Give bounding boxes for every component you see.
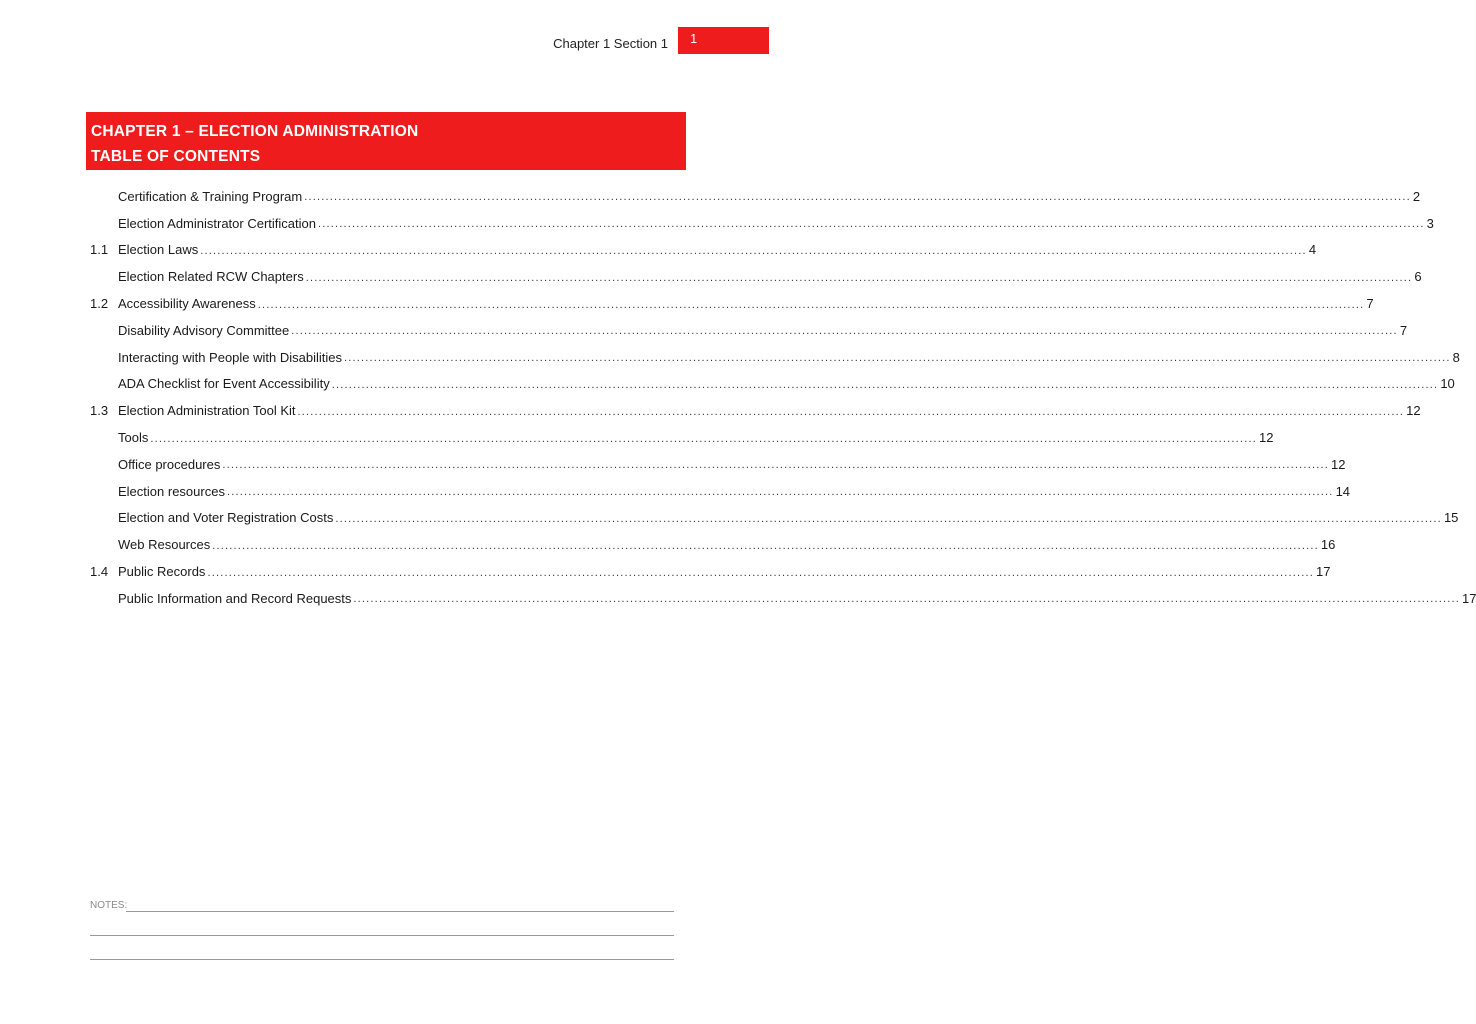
toc-entry-title: Election Administration Tool Kit xyxy=(118,403,296,419)
toc-dot-leader: .................................................................................................................................................................................................................................................................... xyxy=(335,512,1442,525)
toc-entry[interactable] xyxy=(90,183,1421,210)
toc-page-number: 15 xyxy=(1443,510,1459,526)
toc-page-number: 7 xyxy=(1366,296,1374,312)
toc-dot-leader: .................................................................................................................................................................................................................................................................... xyxy=(317,218,1425,231)
toc-entry-title: Disability Advisory Committee xyxy=(118,322,290,338)
toc-dot-leader: .................................................................................................................................................................................................................................................................... xyxy=(150,432,1257,445)
table-of-contents xyxy=(90,183,1476,612)
toc-page-number: 8 xyxy=(1452,349,1460,365)
toc-entry[interactable] xyxy=(90,371,1455,398)
toc-dot-leader: .................................................................................................................................................................................................................................................................... xyxy=(353,593,1461,606)
toc-entry-title: Election resources xyxy=(118,483,225,499)
notes-line xyxy=(90,959,674,960)
toc-entry-title: Interacting with People with Disabilities xyxy=(118,349,342,365)
toc-entry[interactable] xyxy=(90,531,1336,558)
toc-entry-title: Election Administrator Certification xyxy=(118,215,316,231)
toc-page-number: 17 xyxy=(1316,564,1331,580)
toc-entry[interactable] xyxy=(90,344,1460,371)
toc-dot-leader: .................................................................................................................................................................................................................................................................... xyxy=(226,486,1334,499)
toc-entry-title: Public Records xyxy=(118,564,206,580)
toc-entry-title: Public Information and Record Requests xyxy=(118,590,352,606)
toc-entry[interactable] xyxy=(90,237,1317,264)
toc-page-number: 14 xyxy=(1335,483,1351,499)
toc-dot-leader: .................................................................................................................................................................................................................................................................... xyxy=(207,566,1315,579)
toc-entry-title: Accessibility Awareness xyxy=(118,296,256,312)
toc-dot-leader: .................................................................................................................................................................................................................................................................... xyxy=(304,191,1411,204)
toc-entry[interactable] xyxy=(90,424,1274,451)
notes-label: NOTES: xyxy=(90,900,128,911)
toc-entry-title: Election Laws xyxy=(118,242,199,258)
toc-entry[interactable] xyxy=(90,397,1421,424)
page-number-badge xyxy=(678,27,769,54)
toc-dot-leader: .................................................................................................................................................................................................................................................................... xyxy=(200,244,1307,257)
toc-entry-title: Certification & Training Program xyxy=(118,188,303,204)
toc-entry[interactable] xyxy=(90,290,1374,317)
toc-entry-title: Web Resources xyxy=(118,537,211,553)
toc-page-number: 2 xyxy=(1412,188,1421,204)
toc-entry-title: Tools xyxy=(118,430,149,446)
toc-page-number: 17 xyxy=(1462,590,1476,606)
toc-page-number: 12 xyxy=(1406,403,1421,419)
toc-dot-leader: .................................................................................................................................................................................................................................................................... xyxy=(297,405,1405,418)
toc-section-number: 1.1 xyxy=(90,242,109,258)
running-header: Chapter 1 Section 1 xyxy=(553,36,668,51)
notes-line xyxy=(126,911,674,912)
toc-page-number: 4 xyxy=(1308,242,1317,258)
chapter-title-block xyxy=(86,112,686,170)
toc-page-number: 10 xyxy=(1440,376,1455,392)
notes-line xyxy=(90,935,674,936)
toc-dot-leader: .................................................................................................................................................................................................................................................................... xyxy=(257,298,1365,311)
toc-entry[interactable] xyxy=(90,317,1408,344)
toc-section-number: 1.3 xyxy=(90,403,109,419)
toc-entry-title: ADA Checklist for Event Accessibility xyxy=(118,376,330,392)
toc-entry[interactable] xyxy=(90,451,1346,478)
chapter-title: CHAPTER 1 – ELECTION ADMINISTRATION xyxy=(91,123,419,140)
toc-entry[interactable] xyxy=(90,558,1331,585)
toc-entry-title: Office procedures xyxy=(118,456,221,472)
toc-heading: TABLE OF CONTENTS xyxy=(91,148,261,165)
toc-dot-leader: .................................................................................................................................................................................................................................................................... xyxy=(222,459,1329,472)
toc-dot-leader: .................................................................................................................................................................................................................................................................... xyxy=(344,352,1451,365)
toc-dot-leader: .................................................................................................................................................................................................................................................................... xyxy=(212,539,1319,552)
toc-page-number: 6 xyxy=(1414,269,1422,285)
toc-entry-title: Election and Voter Registration Costs xyxy=(118,510,334,526)
toc-page-number: 12 xyxy=(1330,456,1346,472)
toc-page-number: 16 xyxy=(1320,537,1336,553)
toc-entry[interactable] xyxy=(90,263,1422,290)
toc-entry-title: Election Related RCW Chapters xyxy=(118,269,304,285)
page-number: 1 xyxy=(690,31,698,46)
toc-entry[interactable] xyxy=(90,210,1434,237)
toc-dot-leader: .................................................................................................................................................................................................................................................................... xyxy=(305,271,1413,284)
toc-section-number: 1.4 xyxy=(90,564,109,580)
toc-page-number: 3 xyxy=(1426,215,1434,231)
toc-dot-leader: .................................................................................................................................................................................................................................................................... xyxy=(291,325,1398,338)
toc-dot-leader: .................................................................................................................................................................................................................................................................... xyxy=(331,378,1439,391)
toc-section-number: 1.2 xyxy=(90,296,109,312)
toc-page-number: 7 xyxy=(1399,322,1408,338)
toc-page-number: 12 xyxy=(1258,430,1274,446)
toc-entry[interactable] xyxy=(90,585,1476,612)
toc-entry[interactable] xyxy=(90,478,1351,505)
toc-entry[interactable] xyxy=(90,505,1459,532)
